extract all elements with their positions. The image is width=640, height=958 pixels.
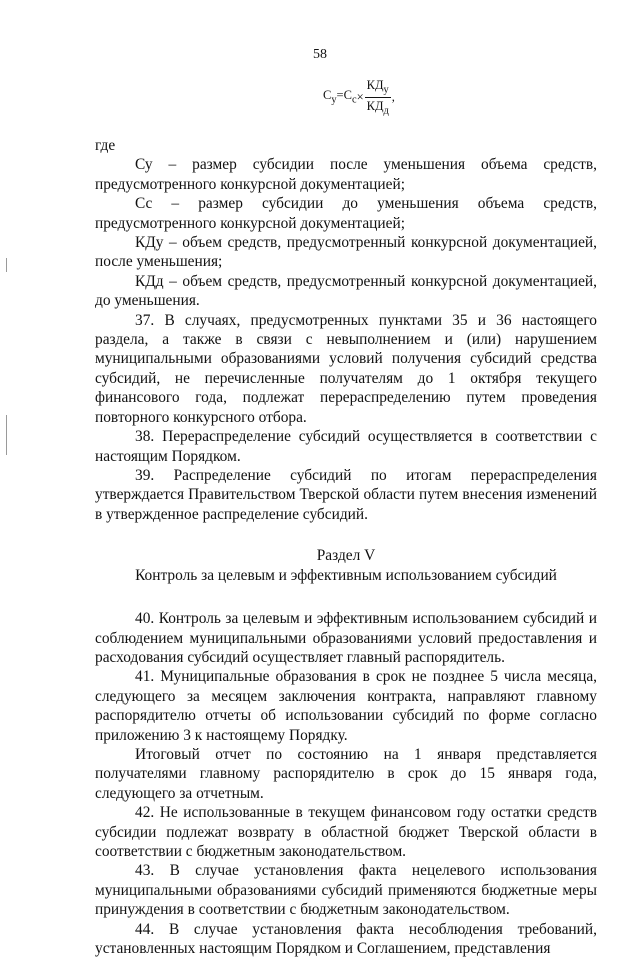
section-heading (95, 546, 597, 586)
paragraph: 38. Перераспределение субсидий осуществляется в соответствии с настоящим Порядком. (95, 428, 597, 465)
paragraph: Итоговый отчет по состоянию на 1 января представляется получателями главному распорядителю в срок до 15 января года, следующего за отчетным. (95, 745, 597, 802)
section-label: Раздел V (316, 547, 376, 565)
formula-fraction (365, 78, 391, 116)
formula-tail: , (391, 89, 395, 104)
paragraph: КДд – объем средств, предусмотренный конкурсной документацией, до уменьшения. (95, 272, 597, 310)
paragraph-block-2 (95, 609, 597, 958)
formula-times: × (356, 89, 364, 104)
formula (323, 78, 395, 116)
paragraph: 43. В случае установления факта нецелевого использования муниципальными образованиями субсидий применяются бюджетные меры принуждения в соответствии с бюджетным законодательством. (95, 862, 597, 919)
formula-denominator: $КД_д$ (366, 98, 389, 116)
page-number: 58 (313, 47, 327, 62)
paragraph: 41. Муниципальные образования в срок не позднее 5 числа месяца, следующего за месяцем заключения контракта, направляют главному распорядителю отчеты об использовании субсидий по форме согласно приложению 3 к настоящему Порядку. (95, 668, 597, 744)
paragraph: 44. В случае установления факта несоблюдения требований, установленных настоящим Порядком и Соглашением, представления (95, 920, 597, 958)
paragraph: Су – размер субсидии после уменьшения объема средств, предусмотренного конкурсной документацией; (95, 156, 597, 193)
paragraph: 39. Распределение субсидий по итогам перераспределения утверждается Правительством Тверской области путем внесения изменений в утвержденное распределение субсидий. (95, 466, 597, 523)
paragraph: 40. Контроль за целевым и эффективным использованием субсидий и соблюдением муниципальными образованиями условий предоставления и расходования субсидий осуществляет главный распорядитель. (95, 610, 597, 666)
paragraph-block-1 (95, 136, 597, 524)
paragraph: где (95, 137, 116, 154)
formula-lhs: $С_у$ (323, 88, 337, 106)
paragraph: КДу – объем средств, предусмотренный конкурсной документацией, после уменьшения; (95, 234, 597, 271)
paragraph: 37. В случаях, предусмотренных пунктами 35 и 36 настоящего раздела, а также в связи с невыполнением и (или) нарушением муниципальными образованиями условий получения субсидий средства субсидий, не перечисленные получателям до 1 октября текущего финансового года, подлежат перераспределению путем проведения повторного конкурсного отбора. (95, 311, 597, 426)
paragraph: Сс – размер субсидии до уменьшения объема средств, предусмотренного конкурсной документацией; (95, 195, 597, 232)
document-body (95, 136, 597, 958)
margin-mark-middle (6, 415, 7, 455)
margin-mark-top (6, 258, 7, 272)
paragraph: 42. Не использованные в текущем финансовом году остатки средств субсидии подлежат возврату в областной бюджет Тверской области в соответствии с бюджетным законодательством. (95, 804, 597, 860)
formula-numerator: $КД_у$ (366, 78, 389, 96)
section-title: Контроль за целевым и эффективным использованием субсидий (135, 567, 557, 585)
formula-eq: $=С_с$ (336, 88, 357, 106)
